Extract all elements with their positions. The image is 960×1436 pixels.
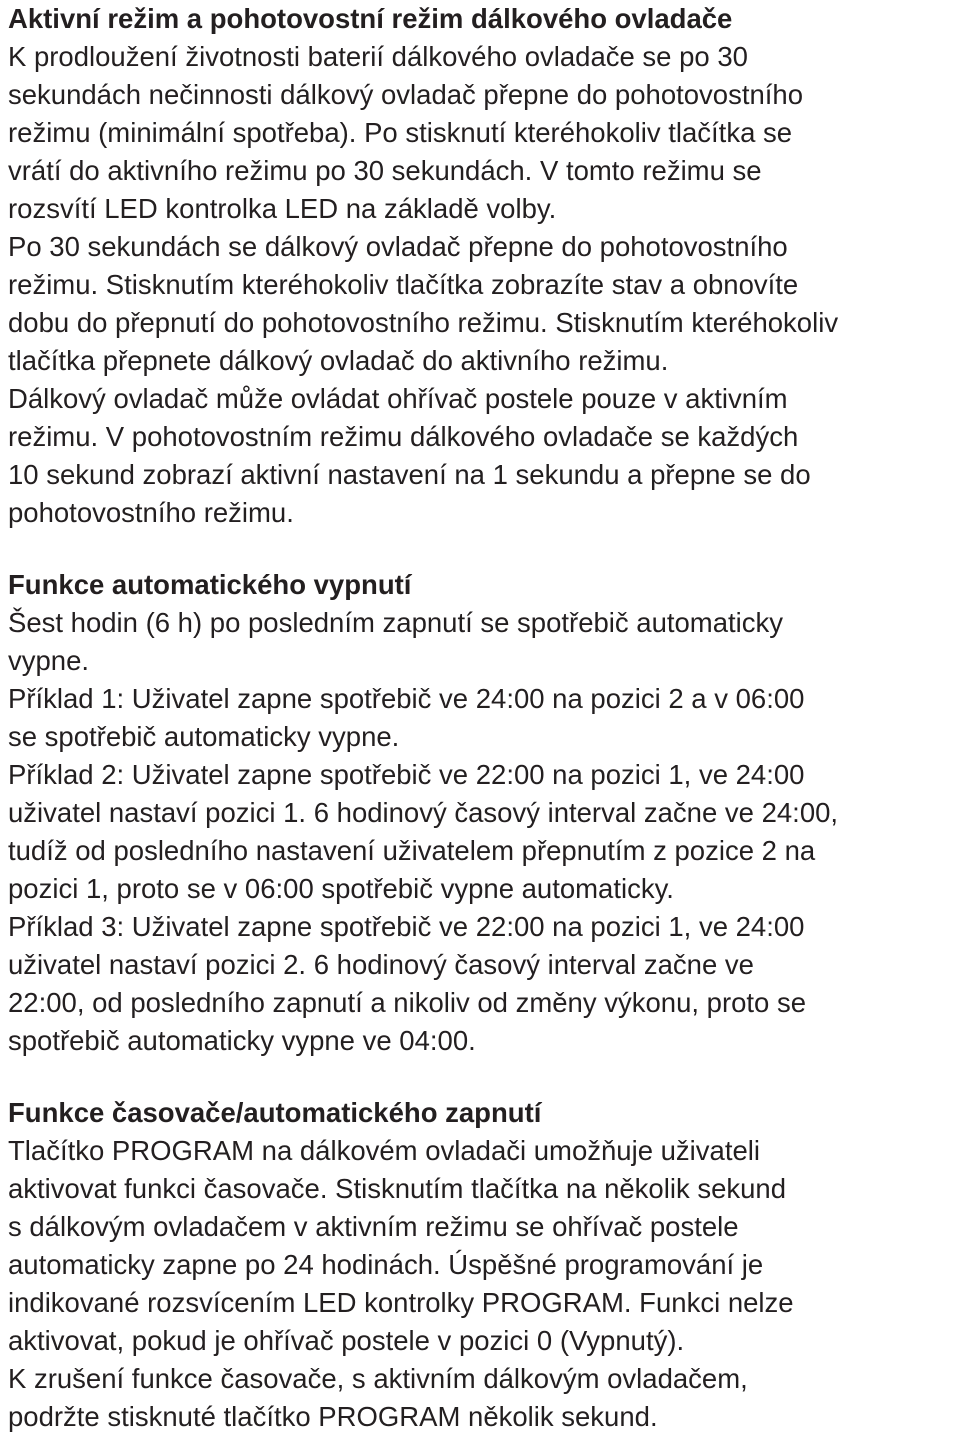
paragraph-line: uživatel nastaví pozici 1. 6 hodinový časový interval začne ve 24:00, — [8, 797, 839, 828]
paragraph-line: 10 sekund zobrazí aktivní nastavení na 1 sekundu a přepne se do — [8, 459, 811, 490]
paragraph-line: pozici 1, proto se v 06:00 spotřebič vypne automaticky. — [8, 873, 674, 904]
paragraph-line: režimu. V pohotovostním režimu dálkového ovladače se každých — [8, 421, 799, 452]
paragraph-line: Příklad 3: Uživatel zapne spotřebič ve 22:00 na pozici 1, ve 24:00 — [8, 911, 805, 942]
paragraph-line: s dálkovým ovladačem v aktivním režimu se ohřívač postele — [8, 1211, 739, 1242]
paragraph-line: tudíž od posledního nastavení uživatelem přepnutím z pozice 2 na — [8, 835, 816, 866]
paragraph-line: Tlačítko PROGRAM na dálkovém ovladači umožňuje uživateli — [8, 1135, 760, 1166]
paragraph-line: automaticky zapne po 24 hodinách. Úspěšné programování je — [8, 1249, 764, 1280]
paragraph-line: Šest hodin (6 h) po posledním zapnutí se spotřebič automaticky — [8, 607, 784, 638]
paragraph-line: dobu do přepnutí do pohotovostního režimu. Stisknutím kteréhokoliv — [8, 307, 839, 338]
paragraph-line: indikované rozsvícením LED kontrolky PROGRAM. Funkci nelze — [8, 1287, 794, 1318]
paragraph-line: Dálkový ovladač může ovládat ohřívač postele pouze v aktivním — [8, 383, 788, 414]
paragraph-line: Příklad 1: Uživatel zapne spotřebič ve 24:00 na pozici 2 a v 06:00 — [8, 683, 805, 714]
paragraph-line: K prodloužení životnosti baterií dálkového ovladače se po 30 — [8, 41, 748, 72]
paragraph-line: vrátí do aktivního režimu po 30 sekundách. V tomto režimu se — [8, 155, 762, 186]
section-heading-timer: Funkce časovače/automatického zapnutí — [8, 1097, 542, 1128]
paragraph-line: tlačítka přepnete dálkový ovladač do aktivního režimu. — [8, 345, 669, 376]
paragraph-line: Po 30 sekundách se dálkový ovladač přepne do pohotovostního — [8, 231, 788, 262]
paragraph-line: aktivovat funkci časovače. Stisknutím tlačítka na několik sekund — [8, 1173, 787, 1204]
paragraph-line: spotřebič automaticky vypne ve 04:00. — [8, 1025, 476, 1056]
paragraph-line: pohotovostního režimu. — [8, 497, 294, 528]
paragraph-line: Příklad 2: Uživatel zapne spotřebič ve 22:00 na pozici 1, ve 24:00 — [8, 759, 805, 790]
paragraph-line: uživatel nastaví pozici 2. 6 hodinový časový interval začne ve — [8, 949, 754, 980]
paragraph-line: režimu (minimální spotřeba). Po stisknutí kteréhokoliv tlačítka se — [8, 117, 793, 148]
section-heading-auto-off: Funkce automatického vypnutí — [8, 569, 412, 600]
paragraph-line: sekundách nečinnosti dálkový ovladač přepne do pohotovostního — [8, 79, 804, 110]
paragraph-line: se spotřebič automaticky vypne. — [8, 721, 400, 752]
paragraph-line: rozsvítí LED kontrolka LED na základě volby. — [8, 193, 557, 224]
paragraph-line: aktivovat, pokud je ohřívač postele v pozici 0 (Vypnutý). — [8, 1325, 685, 1356]
section-heading-remote-modes: Aktivní režim a pohotovostní režim dálkového ovladače — [8, 3, 733, 34]
paragraph-line: 22:00, od posledního zapnutí a nikoliv od změny výkonu, proto se — [8, 987, 807, 1018]
paragraph-line: K zrušení funkce časovače, s aktivním dálkovým ovladačem, — [8, 1363, 748, 1394]
paragraph-line: vypne. — [8, 645, 90, 676]
paragraph-line: podržte stisknuté tlačítko PROGRAM několik sekund. — [8, 1401, 658, 1432]
paragraph-line: režimu. Stisknutím kteréhokoliv tlačítka zobrazíte stav a obnovíte — [8, 269, 799, 300]
